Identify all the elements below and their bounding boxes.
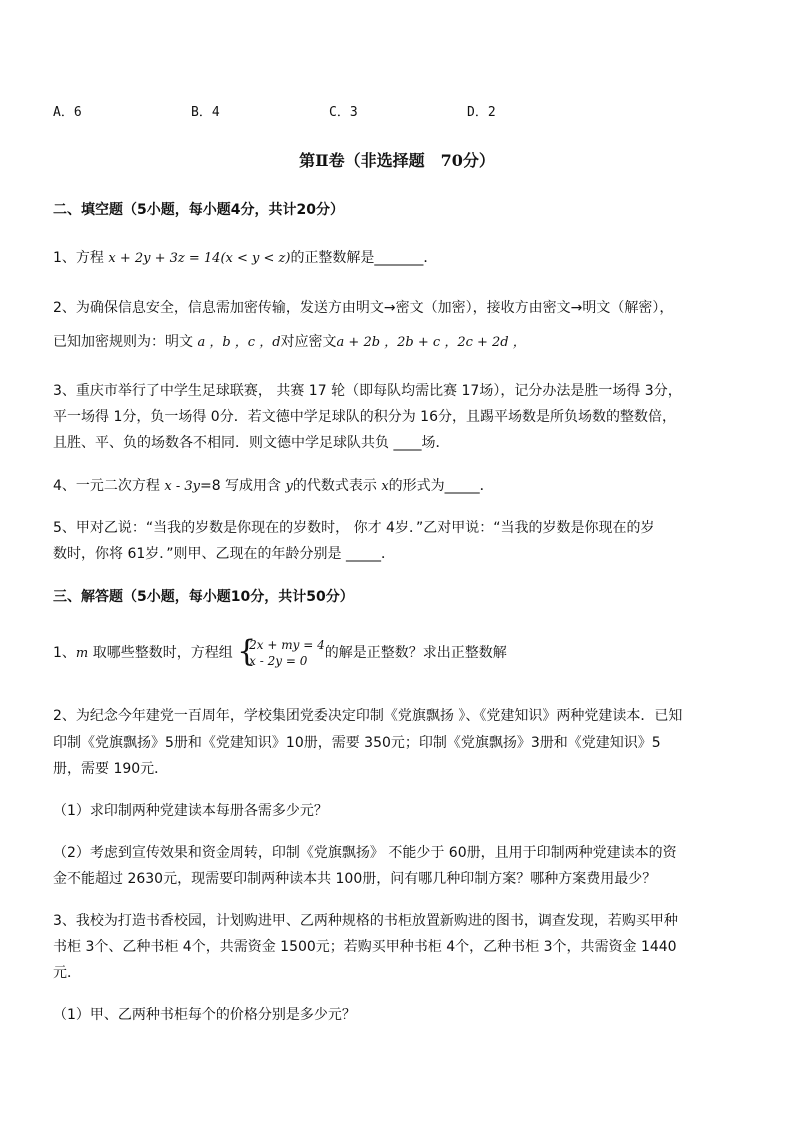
- question-4: [53, 476, 494, 497]
- solve-question-2-line-2: 印制《党旗飘扬》5册和《党建知识》10册，需要 350元；印制《党旗飘扬》3册和《党建知识》5: [53, 735, 661, 751]
- a1-var-m: m: [75, 646, 89, 661]
- question-5-line-1: 5、甲对乙说：“当我的岁数是你现在的岁数时， 你才 4岁．”乙对甲说：“当我的岁数是你现在的岁: [53, 520, 655, 536]
- solve-question-2-line-1: 2、为纪念今年建党一百周年，学校集团党委决定印制《党旗飘扬 》、《党建知识》两种党建读本．已知: [53, 708, 683, 724]
- solve-question-1: [53, 634, 507, 669]
- solve-question-3-part-1: （1）甲、乙两种书柜每个的价格分别是多少元？: [53, 1007, 356, 1023]
- q4-var-y: y: [285, 479, 293, 494]
- solve-question-3-line-1: 3、我校为打造书香校园，计划购进甲、乙两种规格的书柜放置新购进的图书，调查发现，若购买甲种: [53, 913, 678, 929]
- a1-prefix: 1、: [53, 645, 76, 661]
- q2-plain-vars: a ，b ，c ，d: [197, 335, 281, 350]
- a1-equation-2: x - 2y = 0: [249, 654, 308, 668]
- option-b: B．4: [191, 105, 220, 120]
- question-2-line-1: 2、为确保信息安全，信息需加密传输，发送方由明文→密文（加密），接收方由密文→明文（解密），: [53, 300, 674, 316]
- solve-question-2-part-1: （1）求印制两种党建读本每册各需多少元？: [53, 803, 328, 819]
- q2-rule-text: 已知加密规则为：明文: [53, 334, 198, 350]
- solve-question-2-line-3: 册，需要 190元．: [53, 761, 169, 777]
- section-fill-in-heading: 二、填空题（5小题，每小题4分，共计20分）: [53, 202, 344, 218]
- question-3-line-1: 3、重庆市举行了中学生足球联赛， 共赛 17 轮（即每队均需比赛 17场），记分办法是胜一场得 3分，: [53, 383, 682, 399]
- a1-equation-1: 2x + my = 4: [249, 638, 325, 652]
- q1-suffix: 的正整数解是_______．: [290, 250, 438, 266]
- question-2-line-2: [53, 332, 526, 353]
- solve-question-3-line-2: 书柜 3个、乙种书柜 4个，共需资金 1500元；若购买甲种书柜 4个，乙种书柜 3个，共需资金 1440: [53, 939, 677, 955]
- q4-equation: x - 3y: [164, 479, 200, 494]
- section-solve-heading: 三、解答题（5小题，每小题10分，共计50分）: [53, 589, 354, 605]
- a1-suffix: 的解是正整数？求出正整数解: [324, 645, 507, 661]
- option-c: C．3: [329, 105, 358, 120]
- q4-suffix: 的形式为_____．: [388, 478, 494, 494]
- q4-mid-1: =8 写成用含: [199, 478, 286, 494]
- q2-cipher-exprs: a + 2b ，2b + c ，2c + 2d ，: [336, 335, 526, 350]
- brace-symbol: {: [237, 634, 257, 669]
- q1-equation: x + 2y + 3z = 14(x < y < z): [108, 251, 291, 266]
- q1-prefix: 1、方程: [53, 250, 109, 266]
- q4-prefix: 4、一元二次方程: [53, 478, 165, 494]
- solve-question-2-part-2-line-1: （2）考虑到宣传效果和资金周转，印制《党旗飘扬》 不能少于 60册，且用于印制两种党建读本的资: [53, 845, 677, 861]
- q4-var-x: x: [381, 479, 389, 494]
- option-d: D．2: [467, 105, 496, 120]
- question-3-line-3: 且胜、平、负的场数各不相同．则文德中学足球队共负 ____场．: [53, 435, 450, 451]
- part-title: 第Ⅱ卷（非选择题 70分）: [299, 151, 495, 170]
- a1-mid: 取哪些整数时，方程组: [88, 645, 233, 661]
- q4-mid-2: 的代数式表示: [292, 478, 382, 494]
- question-3-line-2: 平一场得 1分，负一场得 0分．若文德中学足球队的积分为 16分，且踢平场数是所负场数的整数倍，: [53, 409, 676, 425]
- question-5-line-2: 数时，你将 61岁．”则甲、乙现在的年龄分别是 _____．: [53, 546, 395, 562]
- solve-question-3-line-3: 元．: [53, 965, 81, 981]
- q2-cipher-label: 对应密文: [280, 334, 337, 350]
- solve-question-2-part-2-line-2: 金不能超过 2630元，现需要印制两种读本共 100册，问有哪几种印制方案？哪种方案费用最少？: [53, 871, 657, 887]
- option-a: A．6: [53, 105, 82, 120]
- a1-equation-system: [237, 634, 325, 669]
- question-1: [53, 248, 437, 269]
